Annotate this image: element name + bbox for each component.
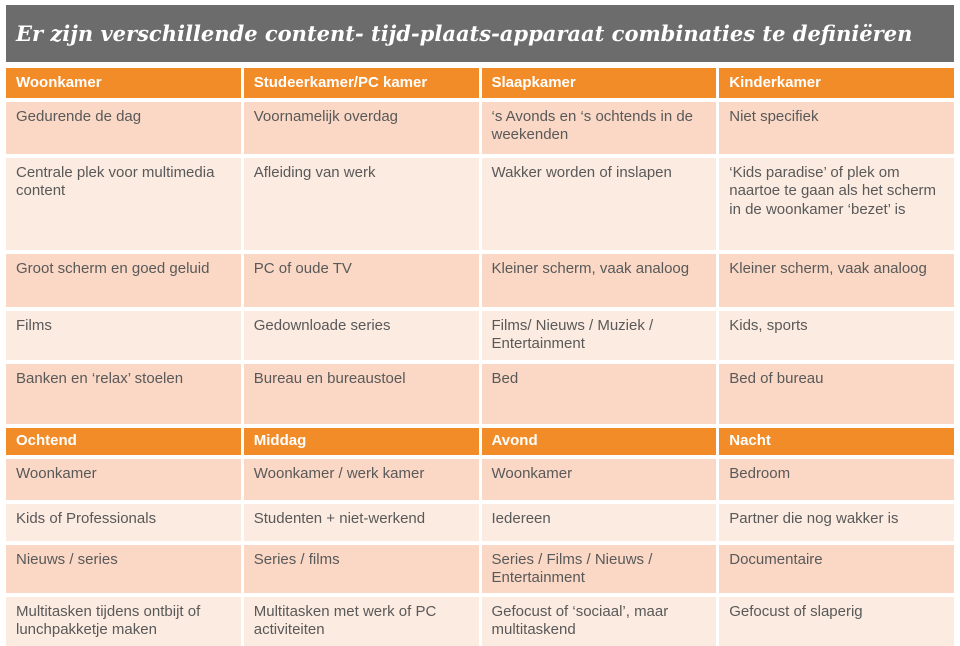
- table-cell: Kids, sports: [719, 311, 954, 360]
- table-cell: Wakker worden of inslapen: [482, 158, 717, 250]
- table-cell: Bed of bureau: [719, 364, 954, 424]
- table-cell: Studenten + niet-werkend: [244, 504, 479, 541]
- table-cell: Niet specifiek: [719, 102, 954, 154]
- table-cell: Voornamelijk overdag: [244, 102, 479, 154]
- combinations-table: [6, 68, 954, 646]
- table-cell: Banken en ‘relax’ stoelen: [6, 364, 241, 424]
- table-cell: ‘Kids paradise’ of plek om naartoe te gaan als het scherm in de woonkamer ‘bezet’ is: [719, 158, 954, 250]
- table-cell: Groot scherm en goed geluid: [6, 254, 241, 307]
- table-cell: Films: [6, 311, 241, 360]
- table-cell: Iedereen: [482, 504, 717, 541]
- table-cell: Multitasken met werk of PC activiteiten: [244, 597, 479, 646]
- column-header-cell: Slaapkamer: [482, 68, 717, 98]
- table-cell: Bed: [482, 364, 717, 424]
- column-header-cell: Avond: [482, 428, 717, 455]
- table-cell: Partner die nog wakker is: [719, 504, 954, 541]
- column-header-cell: Nacht: [719, 428, 954, 455]
- table-cell: Kids of Professionals: [6, 504, 241, 541]
- table-cell: Films/ Nieuws / Muziek / Entertainment: [482, 311, 717, 360]
- table-cell: Kleiner scherm, vaak analoog: [482, 254, 717, 307]
- table-cell: Bedroom: [719, 459, 954, 500]
- table-cell: PC of oude TV: [244, 254, 479, 307]
- table-cell: Nieuws / series: [6, 545, 241, 594]
- table-cell: Gefocust of slaperig: [719, 597, 954, 646]
- page-title: Er zijn verschillende content- tijd-plaats-apparaat combinaties te definiëren: [16, 21, 913, 46]
- table-cell: Gedurende de dag: [6, 102, 241, 154]
- table-cell: Centrale plek voor multimedia content: [6, 158, 241, 250]
- table-cell: Woonkamer: [482, 459, 717, 500]
- column-header-cell: Woonkamer: [6, 68, 241, 98]
- column-header-cell: Ochtend: [6, 428, 241, 455]
- table-cell: Gedownloade series: [244, 311, 479, 360]
- column-header-cell: Middag: [244, 428, 479, 455]
- table-cell: Woonkamer: [6, 459, 241, 500]
- column-header-cell: Studeerkamer/PC kamer: [244, 68, 479, 98]
- table-cell: ‘s Avonds en ‘s ochtends in de weekenden: [482, 102, 717, 154]
- column-header-cell: Kinderkamer: [719, 68, 954, 98]
- table-cell: Gefocust of ‘sociaal’, maar multitaskend: [482, 597, 717, 646]
- table-cell: Series / Films / Nieuws / Entertainment: [482, 545, 717, 594]
- table-cell: Documentaire: [719, 545, 954, 594]
- table-cell: Afleiding van werk: [244, 158, 479, 250]
- table-cell: Series / films: [244, 545, 479, 594]
- slide-title-band: [6, 5, 954, 62]
- table-cell: Bureau en bureaustoel: [244, 364, 479, 424]
- table-cell: Woonkamer / werk kamer: [244, 459, 479, 500]
- table-cell: Kleiner scherm, vaak analoog: [719, 254, 954, 307]
- table-cell: Multitasken tijdens ontbijt of lunchpakketje maken: [6, 597, 241, 646]
